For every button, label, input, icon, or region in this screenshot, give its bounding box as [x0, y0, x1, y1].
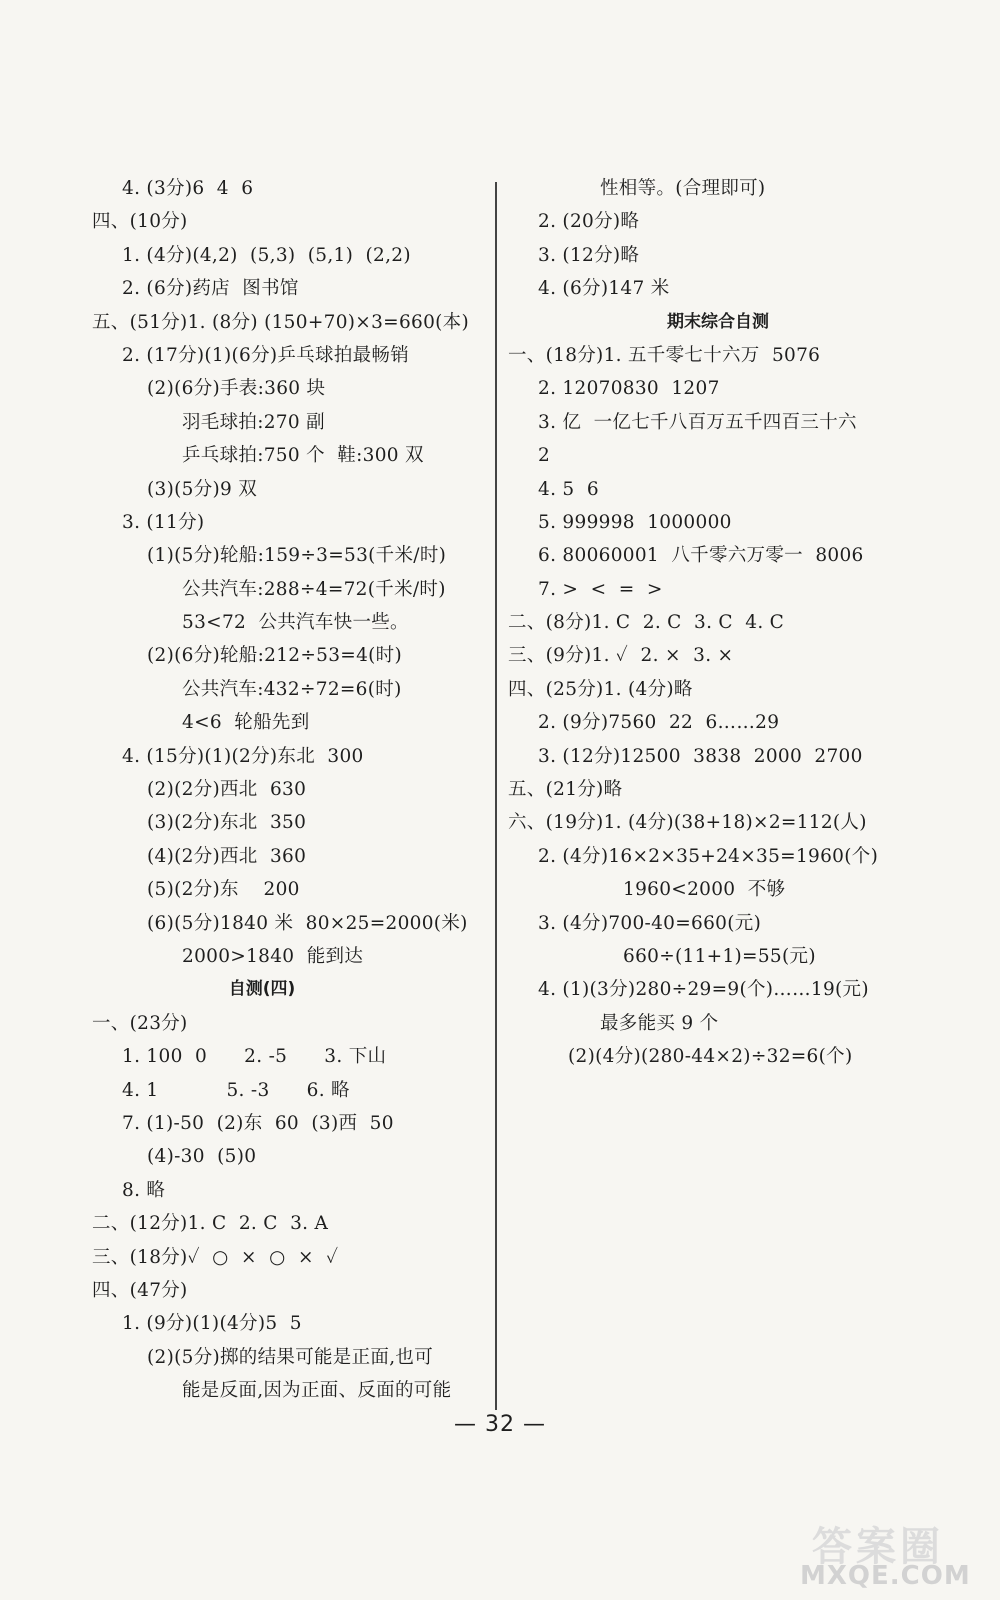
- answer-line: 公共汽车:288÷4=72(千米/时): [182, 578, 446, 600]
- answer-line: 乒乓球拍:750 个 鞋:300 双: [182, 445, 424, 467]
- answer-line: 二、(8分)1. C 2. C 3. C 4. C: [508, 612, 785, 634]
- answer-line: 4<6 轮船先到: [182, 712, 310, 734]
- answer-line: 2: [538, 445, 551, 467]
- answer-line: 1960<2000 不够: [623, 879, 786, 901]
- answer-line: 2. (17分)(1)(6分)乒乓球拍最畅销: [122, 344, 410, 366]
- answer-line: (3)(5分)9 双: [147, 478, 258, 500]
- section-heading: 自测(四): [228, 979, 296, 1000]
- answer-line: 3. (12分)12500 3838 2000 2700: [538, 745, 863, 767]
- answer-line: 四、(47分): [92, 1279, 188, 1301]
- watermark-logo: [800, 1515, 985, 1595]
- answer-line: (1)(5分)轮船:159÷3=53(千米/时): [147, 545, 447, 567]
- answer-line: 7. > < = >: [538, 578, 663, 600]
- answer-line: (6)(5分)1840 米 80×25=2000(米): [147, 912, 468, 934]
- answer-line: 2000>1840 能到达: [182, 945, 364, 967]
- answer-line: 能是反面,因为正面、反面的可能: [182, 1380, 452, 1402]
- left-column: [92, 172, 492, 1407]
- answer-line: (3)(2分)东北 350: [147, 812, 307, 834]
- answer-line: 2. (4分)16×2×35+24×35=1960(个): [538, 845, 879, 867]
- answer-line: 2. (9分)7560 22 6……29: [538, 712, 780, 734]
- answer-line: 一、(23分): [92, 1012, 188, 1034]
- answer-line: 四、(25分)1. (4分)略: [508, 678, 693, 700]
- answer-line: 羽毛球拍:270 副: [182, 411, 325, 433]
- answer-line: 一、(18分)1. 五千零七十六万 5076: [508, 344, 821, 366]
- answer-line: 1. (9分)(1)(4分)5 5: [122, 1313, 302, 1335]
- answer-line: 2. (20分)略: [538, 211, 640, 233]
- section-heading: 期末综合自测: [667, 311, 769, 332]
- answer-line: 4. 5 6: [538, 478, 599, 500]
- answer-line: 53<72 公共汽车快一些。: [182, 612, 409, 634]
- answer-line: (2)(6分)手表:360 块: [147, 378, 326, 400]
- answer-line: (2)(2分)西北 630: [147, 779, 307, 801]
- answer-line: 最多能买 9 个: [600, 1012, 719, 1034]
- answer-line: (2)(4分)(280-44×2)÷32=6(个): [568, 1046, 853, 1068]
- answer-line: 性相等。(合理即可): [600, 178, 766, 199]
- answer-line: 660÷(11+1)=55(元): [623, 945, 816, 967]
- watermark-bottom-text: MXQE.COM: [800, 1561, 971, 1591]
- answer-line: (4)-30 (5)0: [147, 1146, 257, 1168]
- answer-line: 三、(9分)1. ✓ 2. × 3. ×: [508, 645, 734, 667]
- answer-line: 4. (6分)147 米: [538, 278, 670, 300]
- answer-line: 3. (12分)略: [538, 244, 640, 266]
- column-divider: [495, 182, 497, 1410]
- answer-line: 3. 亿 一亿七千八百万五千四百三十六: [538, 411, 857, 433]
- answer-line: 六、(19分)1. (4分)(38+18)×2=112(人): [508, 812, 867, 834]
- answer-line: 2. (6分)药店 图书馆: [122, 278, 299, 300]
- right-column: [508, 172, 928, 1074]
- answer-line: 7. (1)-50 (2)东 60 (3)西 50: [122, 1112, 394, 1134]
- answer-line: 4. 1 5. -3 6. 略: [122, 1079, 350, 1101]
- answer-line: 3. (4分)700-40=660(元): [538, 912, 762, 934]
- answer-line: 5. 999998 1000000: [538, 511, 732, 533]
- answer-line: 4. (3分)6 4 6: [122, 178, 254, 199]
- answer-line: 四、(10分): [92, 211, 188, 233]
- answer-line: 五、(21分)略: [508, 779, 623, 801]
- page-number: — 32 —: [454, 1412, 546, 1437]
- answer-line: 三、(18分)✓ ○ × ○ × ✓: [92, 1246, 339, 1268]
- watermark-top-text: 答案圈: [812, 1524, 944, 1570]
- answer-line: (5)(2分)东 200: [147, 879, 300, 901]
- answer-line: (2)(5分)掷的结果可能是正面,也可: [147, 1346, 433, 1368]
- answer-line: 公共汽车:432÷72=6(时): [182, 678, 402, 700]
- answer-line: 五、(51分)1. (8分) (150+70)×3=660(本): [92, 311, 469, 333]
- answer-line: 6. 80060001 八千零六万零一 8006: [538, 545, 864, 567]
- answer-line: 4. (15分)(1)(2分)东北 300: [122, 745, 364, 767]
- answer-line: 1. (4分)(4,2) (5,3) (5,1) (2,2): [122, 244, 411, 266]
- answer-line: 3. (11分): [122, 511, 205, 533]
- answer-line: (4)(2分)西北 360: [147, 845, 307, 867]
- answer-line: 二、(12分)1. C 2. C 3. A: [92, 1213, 329, 1235]
- answer-line: 1. 100 0 2. -5 3. 下山: [122, 1046, 387, 1068]
- answer-line: 8. 略: [122, 1179, 166, 1201]
- answer-line: (2)(6分)轮船:212÷53=4(时): [147, 645, 403, 667]
- answer-line: 4. (1)(3分)280÷29=9(个)……19(元): [538, 979, 869, 1001]
- answer-line: 2. 12070830 1207: [538, 378, 720, 400]
